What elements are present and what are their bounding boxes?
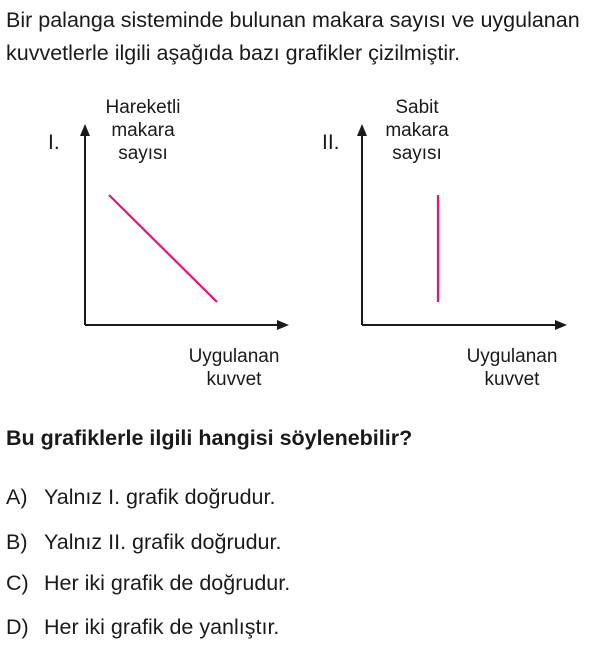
option-b[interactable]: [6, 527, 281, 557]
graph-1-x-label-line: Uygulanan: [188, 346, 280, 367]
option-a-text: Yalnız I. grafik doğrudur.: [44, 485, 276, 509]
option-c-letter: C): [6, 571, 29, 595]
option-b-text: Yalnız II. grafik doğrudur.: [44, 530, 282, 554]
graph-1-y-label-line: makara: [111, 120, 175, 141]
option-a[interactable]: [6, 482, 275, 512]
option-b-letter: B): [6, 530, 28, 554]
intro-text: Bir palanga sisteminde bulunan makara sayısı ve uygulanan kuvvetlerle ilgili aşağıda bazı grafikler çizilmiştir.: [6, 8, 580, 65]
graph-1-roman: I.: [48, 131, 60, 154]
graph-1-y-label-line: Hareketli: [105, 97, 181, 118]
graph-2-x-axis-arrow: [555, 320, 567, 330]
option-d-letter: D): [6, 615, 29, 639]
graph-1-x-label-line: kuvvet: [206, 369, 262, 390]
question-text: Bu grafiklerle ilgili hangisi söylenebilir?: [6, 426, 413, 450]
graph-2-y-label-line: sayısı: [392, 143, 442, 164]
option-d[interactable]: [6, 612, 279, 642]
option-a-letter: A): [6, 485, 28, 509]
graph-2-y-label-line: Sabit: [395, 97, 439, 118]
option-c[interactable]: [6, 568, 290, 598]
graph-1-y-label-line: sayısı: [118, 143, 168, 164]
option-d-text: Her iki grafik de yanlıştır.: [44, 615, 280, 639]
graph-2-x-label-line: Uygulanan: [466, 346, 558, 367]
graph-2-roman: II.: [322, 131, 340, 154]
graph-2-y-label-line: makara: [385, 120, 449, 141]
graph-2-y-axis-arrow: [357, 124, 367, 136]
option-c-text: Her iki grafik de doğrudur.: [44, 571, 291, 595]
graph-2-x-label-line: kuvvet: [484, 369, 540, 390]
